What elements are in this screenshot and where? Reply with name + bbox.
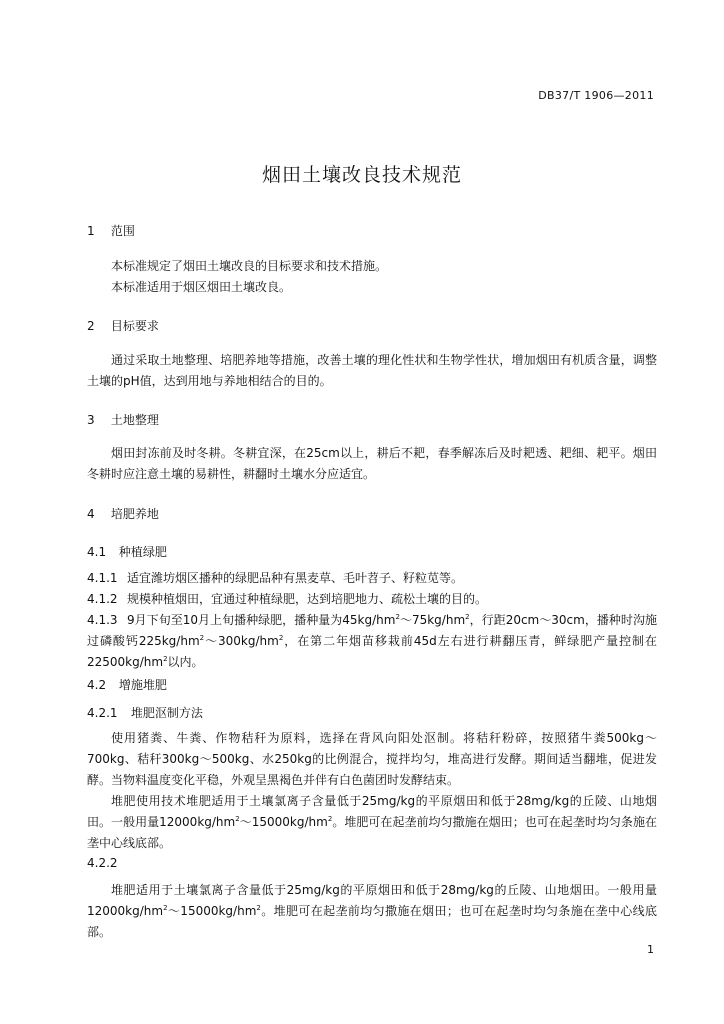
- clause-4-1-1: [87, 568, 657, 589]
- section-4-2-heading: [87, 676, 167, 693]
- paragraph: 堆肥使用技术堆肥适用于土壤氯离子含量低于25mg/kg的平原烟田和低于28mg/kg的丘陵、山地烟田。一般用量$12000kg/hm^2\sim 15000kg/hm^2$。堆肥可在起垄前均匀撒施在烟田；也可在起垄时均匀条施在垄中心线底部。: [87, 794, 657, 850]
- clause-text: 规模种植烟田，宜通过种植绿肥，达到培肥地力、疏松土壤的目的。: [127, 592, 488, 606]
- paragraph: 堆肥适用于土壤氯离子含量低于25mg/kg的平原烟田和低于28mg/kg的丘陵、山地烟田。一般用量$12000kg/hm^2\sim 15000kg/hm^2$。堆肥可在起垄前均匀撒施在烟田；也可在起垄时均匀条施在垄中心线底部。: [87, 883, 657, 939]
- section-number: 1: [87, 224, 95, 238]
- section-4-2-2-heading: [87, 856, 127, 870]
- section-number: 4.1: [87, 545, 107, 559]
- paragraph: 本标准规定了烟田土壤改良的目标要求和技术措施。: [111, 259, 388, 273]
- section-number: 4.2.1: [87, 706, 118, 720]
- paragraph: 本标准适用于烟区烟田土壤改良。: [111, 280, 292, 294]
- section-4-heading: [87, 505, 159, 522]
- section-1-heading: [87, 222, 135, 239]
- section-4-2-1-body: [87, 728, 657, 854]
- clause-number: 4.1.3: [87, 613, 118, 627]
- section-3-heading: [87, 411, 159, 428]
- section-title: 增施堆肥: [118, 678, 167, 692]
- paragraph: 使用猪粪、牛粪、作物秸秆为原料，选择在背风向阳处沤制。将秸秆粉碎，按照猪牛粪500kg～700kg、秸秆300kg～500kg、水250kg的比例混合，搅拌均匀，堆高进行发酵。期间适当翻堆，促进发酵。当物料温度变化平稳，外观呈黑褐色并伴有白色菌团时发酵结束。: [87, 731, 657, 787]
- page-number: 1: [647, 943, 654, 956]
- clause-text: 9月下旬至10月上旬播种绿肥，播种量为$45kg/hm^2\sim 75kg/hm^2$，行距20cm～30cm，播种时沟施过磷酸钙$225kg/hm^2\sim 300kg/hm^2$，在第二年烟苗移栽前45d左右进行耕翻压青，鲜绿肥产量控制在$22500kg/hm^2$以内。: [87, 613, 658, 669]
- section-title: 目标要求: [110, 319, 159, 333]
- section-2-heading: [87, 317, 159, 334]
- section-title: 范围: [110, 224, 135, 238]
- section-4-2-2-body: [87, 880, 657, 943]
- section-1-body: [87, 256, 657, 298]
- section-number: 4.2.2: [87, 856, 118, 870]
- section-number: 2: [87, 319, 95, 333]
- section-4-2-1-heading: [87, 704, 203, 721]
- section-number: 4.2: [87, 678, 107, 692]
- section-title: 种植绿肥: [118, 545, 167, 559]
- section-2-body: [87, 350, 657, 392]
- clause-4-1-3: [87, 610, 657, 673]
- paragraph: 通过采取土地整理、培肥养地等措施，改善土壤的理化性状和生物学性状，增加烟田有机质含量，调整土壤的pH值，达到用地与养地相结合的目的。: [87, 353, 657, 388]
- document-title: 烟田土壤改良技术规范: [261, 164, 462, 186]
- clause-text: 适宜潍坊烟区播种的绿肥品种有黑麦草、毛叶苕子、籽粒苋等。: [127, 571, 464, 585]
- section-title: 堆肥沤制方法: [130, 706, 203, 720]
- section-title: 土地整理: [110, 413, 159, 427]
- section-3-body: [87, 443, 657, 485]
- clause-number: 4.1.1: [87, 571, 118, 585]
- section-number: 4: [87, 507, 95, 521]
- paragraph: 烟田封冻前及时冬耕。冬耕宜深，在25cm以上，耕后不耙，春季解冻后及时耙透、耙细、耙平。烟田冬耕时应注意土壤的易耕性，耕翻时土壤水分应适宜。: [87, 446, 657, 481]
- standard-number: DB37/T 1906—2011: [538, 89, 654, 102]
- section-number: 3: [87, 413, 95, 427]
- clause-number: 4.1.2: [87, 592, 118, 606]
- clause-4-1-2: [87, 589, 657, 610]
- section-4-1-heading: [87, 543, 167, 560]
- section-title: 培肥养地: [110, 507, 159, 521]
